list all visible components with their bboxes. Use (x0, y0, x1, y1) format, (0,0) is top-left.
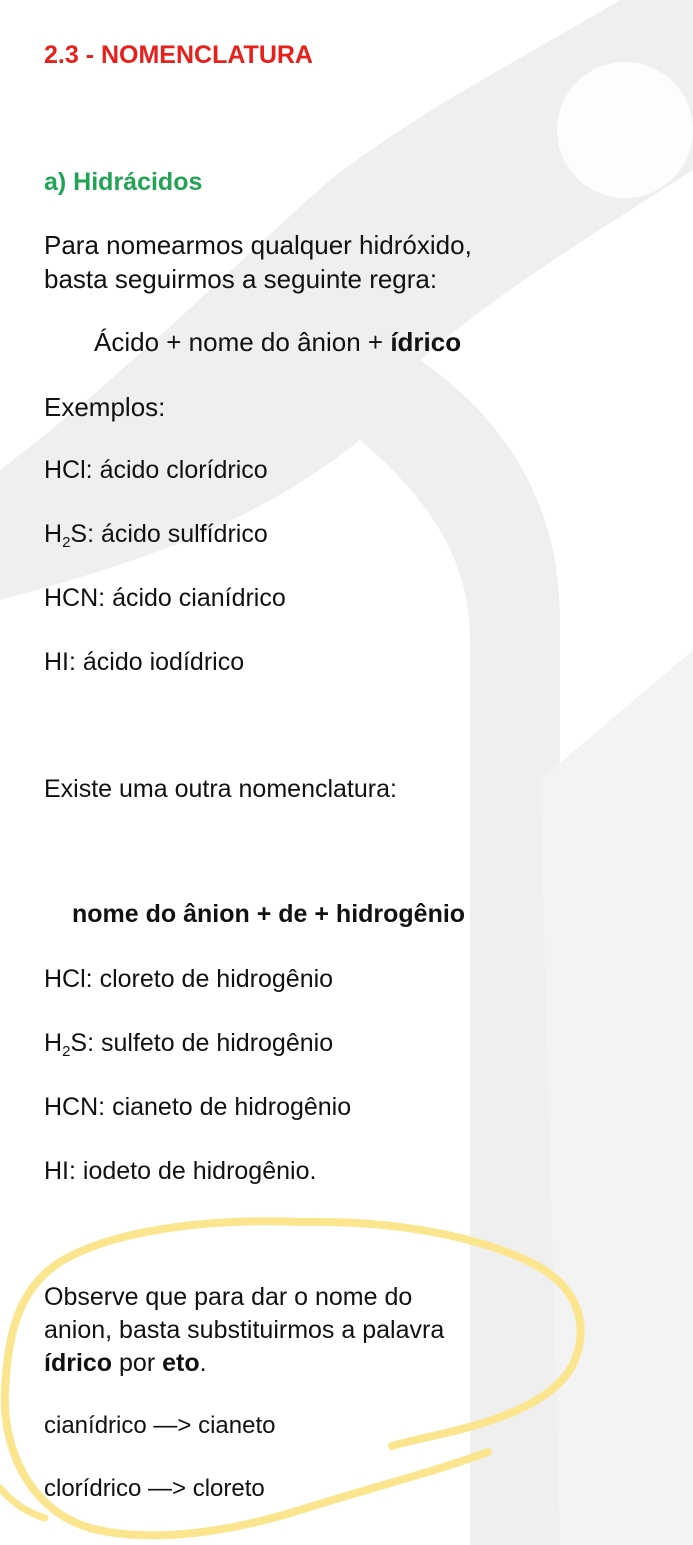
note-line-1: Observe que para dar o nome do (44, 1283, 413, 1311)
conversion-line: clorídrico —> cloreto (44, 1475, 265, 1502)
example-formula: HCl (44, 456, 86, 484)
intro-paragraph (44, 228, 472, 296)
example2-name: : cloreto de hidrogênio (85, 965, 334, 993)
example2-item (44, 1091, 351, 1123)
conversion-line: cianídrico —> cianeto (44, 1412, 276, 1439)
example2-formula: HI (44, 1157, 69, 1185)
examples-label: Exemplos: (44, 392, 166, 422)
intro-line-1: Para nomearmos qualquer hidróxido, (44, 230, 472, 260)
example2-name: : sulfeto de hidrogênio (87, 1029, 334, 1057)
example-formula: HCN (44, 584, 99, 612)
section-title: 2.3 - NOMENCLATURA (44, 41, 313, 69)
intro-line-2: basta seguirmos a seguinte regra: (44, 264, 438, 294)
subsection-title: a) Hidrácidos (44, 168, 203, 196)
example-formula: HI (44, 648, 69, 676)
example2-item (44, 1155, 316, 1187)
rule1-prefix: Ácido + nome do ânion + (94, 327, 391, 357)
example-name: : ácido clorídrico (85, 456, 268, 484)
example-name: : ácido iodídrico (69, 648, 245, 676)
example-name: : ácido cianídrico (98, 584, 286, 612)
note-line-2: anion, basta substituirmos a palavra (44, 1316, 445, 1344)
other-nomenclature-text: Existe uma outra nomenclatura: (44, 775, 397, 803)
example2-formula: $H_2S$ (44, 1029, 88, 1060)
example-item (44, 646, 244, 678)
naming-rule-1 (94, 326, 461, 358)
example2-item (44, 1027, 333, 1059)
example-name: : ácido sulfídrico (87, 520, 268, 548)
example-item (44, 454, 268, 486)
rule1-bold: ídrico (390, 327, 462, 357)
example2-name: : iodeto de hidrogênio. (69, 1157, 317, 1185)
example2-formula: HCN (44, 1093, 99, 1121)
observation-note (44, 1281, 444, 1380)
note-line-3: ídrico por eto. (44, 1349, 207, 1377)
example-formula: $H_2S$ (44, 520, 88, 551)
example2-formula: HCl (44, 965, 86, 993)
example2-item (44, 963, 333, 995)
example-item (44, 582, 286, 614)
naming-rule-2: nome do ânion + de + hidrogênio (72, 900, 466, 928)
example-item (44, 518, 268, 550)
example2-name: : cianeto de hidrogênio (98, 1093, 352, 1121)
